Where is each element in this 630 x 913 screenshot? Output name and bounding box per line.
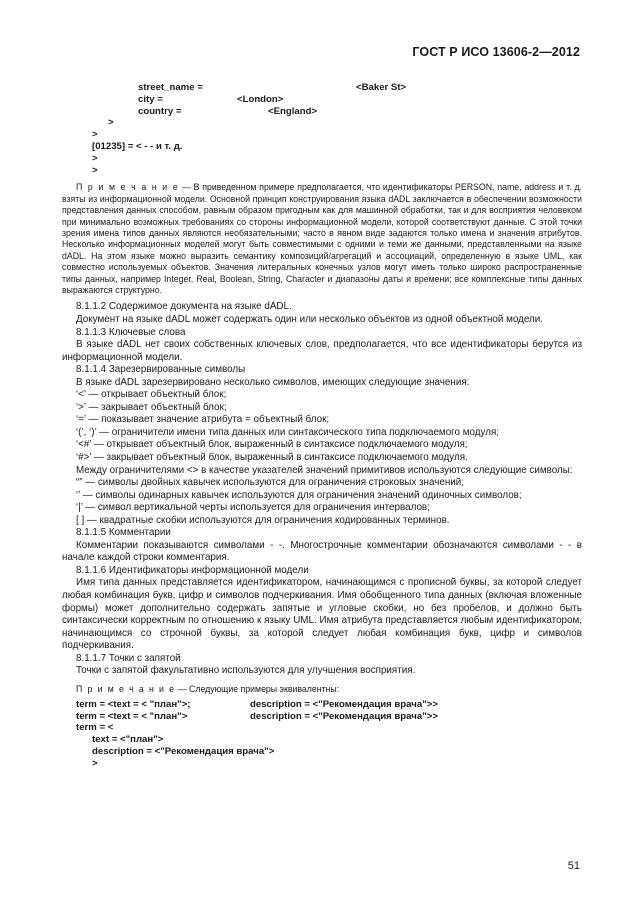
list-item: “” — символы двойных кавычек используются для ограничения строковых значений;	[76, 477, 465, 489]
code-line	[62, 165, 582, 177]
code-index-line: [01235] = < - - и т. д.	[92, 140, 183, 152]
note-label: П р и м е ч а н и е	[76, 182, 180, 193]
code-line	[62, 141, 582, 153]
code-line	[62, 722, 582, 734]
note-paragraph	[62, 182, 582, 296]
paragraph: В языке dADL нет своих собственных ключевых слов, предполагается, что все идентификаторы берутся из информационной модели.	[62, 339, 582, 363]
note-label: П р и м е ч а н и е	[76, 683, 176, 694]
list-item: ‘’ — символы одинарных кавычек используются для ограничения значений одиночных символов;	[76, 489, 522, 501]
section-heading: 8.1.1.2 Содержимое документа на языке dADL.	[76, 301, 292, 313]
code-text: description = <"Рекомендация врача">>	[250, 710, 438, 722]
body-text	[62, 301, 582, 677]
list-item: ‘=’ — показывает значение атрибута = объектный блок;	[76, 414, 330, 426]
code-line	[62, 94, 582, 106]
list-item: ‘(’, ‘)’ — ограничители имени типа данных или синтаксического типа подключаемого модуля;	[76, 426, 500, 438]
code-text: description = <"Рекомендация врача">	[92, 746, 275, 758]
code-line	[62, 746, 582, 758]
paragraph: Документ на языке dADL может содержать один или несколько объектов из одной объектной модели.	[76, 313, 543, 325]
code-text: description = <"Рекомендация врача">>	[250, 698, 438, 710]
code-line	[62, 106, 582, 118]
section-heading: 8.1.1.5 Комментарии	[76, 527, 171, 539]
code-text: text = <"план">	[92, 734, 164, 746]
section-heading: 8.1.1.3 Ключевые слова	[76, 326, 186, 338]
note-text: — В приведенном примере предполагается, что идентификаторы PERSON, name, address и т. д. взяты из информационной модели. Основной принцип конструирования языка dADL заключается в обеспечении возможности представления данных способом, равным образом пригодным как для машинной обработки, так и для восприятия человеком при минимально возможных требованиях со стороны информационной модели, которой соответствуют данные. С этой точки зрения имена типов данных являются необязательными; часто в явном виде задаются только имена и значения атрибутов. Несколько информационных моделей могут быть совместимыми с одними и теми же данными, представленными на языке dADL. На этом языке можно выразить семантику композиций/агрегаций и ассоциаций, определенную в языке UML, как совместно используемых объектов. Значения литеральных конечных узлов могут иметь только широко распространенные типы данных, например Integer, Real, Boolean, String, Character и диапазоны даты и времени; все комплексные типы данных выражаются структурно.	[62, 182, 582, 296]
paragraph: Точки с запятой факультативно используются для улучшения восприятия.	[76, 665, 416, 677]
code-line	[62, 758, 582, 770]
paragraph: Комментарии показываются символами - -. Многострочные комментарии обозначаются символами - - в начале каждой строки комментария.	[62, 539, 582, 564]
section-heading: 8.1.1.4 Зарезервированные символы	[76, 364, 246, 376]
code-value: <England>	[268, 105, 318, 117]
paragraph: В языке dADL зарезервировано несколько символов, имеющих следующие значения:	[76, 376, 470, 388]
paragraph: Имя типа данных представляется идентификатором, начинающимся с прописной буквы, за которой следует любая комбинация букв, цифр и символов подчеркивания. Имя обобщенного типа данных (включая вложенные формы) может дополнительно содержать запятые и угловые скобки, но без пробелов, и должно быть синтаксически корректным по отношению к языку UML. Имя атрибута представляется любым идентификатором, начинающимся со строчной буквы, за которой следует любая комбинация букв, цифр и символов подчеркивания.	[62, 577, 582, 652]
code-text: term = <	[76, 722, 114, 734]
code-value: <Baker St>	[356, 82, 407, 93]
code-line	[62, 711, 582, 723]
document-header: ГОСТ Р ИСО 13606-2—2012	[412, 45, 580, 59]
list-item: ‘<’ — открывает объектный блок;	[76, 389, 227, 401]
note-paragraph	[62, 684, 582, 694]
page-content	[62, 82, 582, 770]
code-text: term = <text = < "план">;	[76, 698, 191, 710]
code-block-address	[62, 82, 582, 176]
list-item: ‘<#’ — открывает объектный блок, выраженный в синтаксисе подключаемого модуля;	[76, 439, 468, 451]
code-line	[62, 699, 582, 711]
code-bracket: >	[92, 129, 98, 141]
code-key: city =	[138, 93, 163, 105]
section-heading: 8.1.1.7 Точки с запятой	[76, 652, 181, 664]
note-text: — Следующие примеры эквивалентны:	[175, 683, 340, 694]
code-line	[62, 129, 582, 141]
code-key: street_name =	[138, 82, 203, 93]
paragraph: Между ограничителями <> в качестве указателей значений примитивов используются следующие символы:	[76, 464, 573, 476]
code-block-examples	[62, 699, 582, 770]
section-heading: 8.1.1.6 Идентификаторы информационной модели	[76, 564, 309, 576]
code-bracket: >	[92, 152, 98, 164]
code-text: >	[92, 757, 98, 769]
list-item: ‘|’ — символ вертикальной черты используется для ограничения интервалов;	[76, 502, 430, 514]
code-line	[62, 734, 582, 746]
code-text: term = <text = < "план">	[76, 710, 188, 722]
code-bracket: >	[92, 164, 98, 176]
list-item: ‘>’ — закрывает объектный блок;	[76, 401, 227, 413]
code-line	[62, 117, 582, 129]
code-key: country =	[138, 105, 182, 117]
code-value: <London>	[237, 93, 284, 105]
page-number: 51	[567, 860, 580, 872]
code-line	[62, 153, 582, 165]
code-line	[62, 82, 582, 94]
list-item: ‘#>’ — закрывает объектный блок, выраженный в синтаксисе подключаемого модуля.	[76, 452, 468, 463]
code-bracket: >	[108, 117, 114, 129]
list-item: [ ] — квадратные скобки используются для ограничения кодированных терминов.	[76, 514, 450, 526]
